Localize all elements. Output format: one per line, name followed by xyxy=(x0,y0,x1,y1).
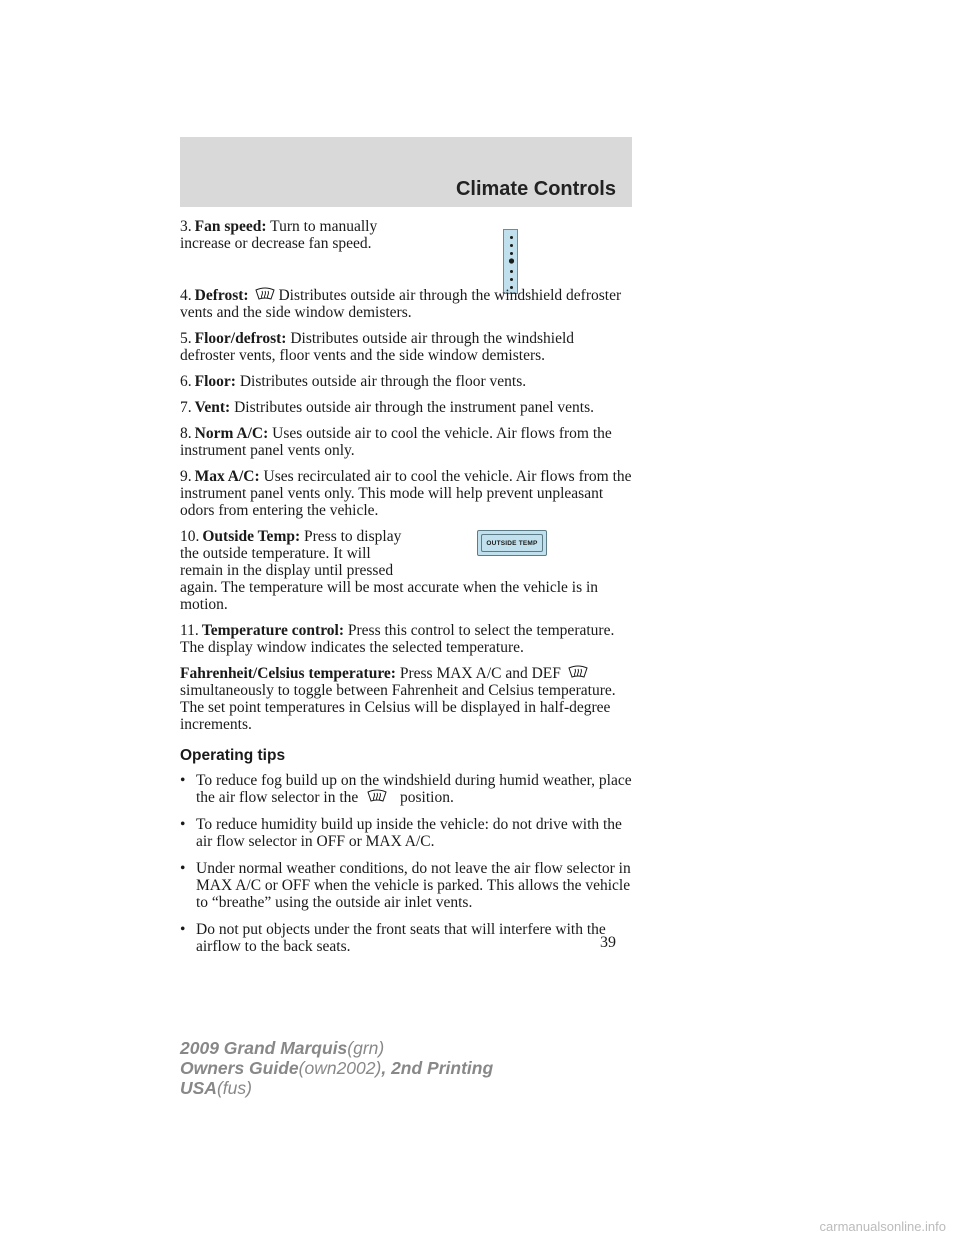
bullet-icon: • xyxy=(180,772,186,789)
item-text: Turn to manually increase or decrease fan speed. xyxy=(180,218,378,252)
tip-text: To reduce fog build up on the windshield during humid weather, place the air flow selector in the xyxy=(196,772,632,806)
item-norm-ac xyxy=(180,425,632,459)
footer-text: Owners Guide xyxy=(180,1058,299,1078)
item-floor xyxy=(180,373,632,390)
item-number: 8. xyxy=(180,425,192,442)
tip-text: Under normal weather conditions, do not leave the air flow selector in MAX A/C or OFF when the vehicle is parked. This allows the vehicle to “breathe” using the outside air inlet vents. xyxy=(196,860,631,911)
footer-text: (fus) xyxy=(216,1078,252,1098)
item-number: 10. xyxy=(180,528,200,545)
tip-item xyxy=(180,816,632,850)
section-title: Climate Controls xyxy=(455,178,616,200)
bullet-icon: • xyxy=(180,860,186,877)
fahrenheit-celsius xyxy=(180,665,632,733)
tip-text: Do not put objects under the front seats that will interfere with the airflow to the back seats. xyxy=(196,921,606,955)
item-fan-speed xyxy=(180,218,400,252)
print-footer xyxy=(180,1038,493,1098)
tip-text: position. xyxy=(400,789,454,806)
bullet-icon: • xyxy=(180,816,186,833)
item-label: Outside Temp: xyxy=(202,528,301,545)
item-number: 3. xyxy=(180,218,192,235)
item-number: 5. xyxy=(180,330,192,347)
item-label: Floor: xyxy=(194,373,236,390)
item-number: 4. xyxy=(180,287,192,304)
item-text: Press this control to select the temperature. The display window indicates the selected temperature. xyxy=(180,622,615,656)
item-label: Temperature control: xyxy=(201,622,345,639)
windshield-defrost-icon xyxy=(254,287,276,301)
bullet-icon: • xyxy=(180,921,186,938)
item-label: Floor/defrost: xyxy=(194,330,287,347)
item-text: Distributes outside air through the floor vents. xyxy=(239,373,527,390)
tip-item xyxy=(180,921,632,955)
item-temperature-control xyxy=(180,622,632,656)
item-text: Press to display the outside temperature. It will remain in the display until pressed xyxy=(180,528,402,579)
item-defrost xyxy=(180,287,632,321)
footer-text: USA xyxy=(180,1078,217,1098)
item-label: Fahrenheit/Celsius temperature: xyxy=(180,665,396,682)
item-text: simultaneously to toggle between Fahrenheit and Celsius temperature. The set point temperatures in Celsius will be displayed in half-degree increments. xyxy=(180,682,616,733)
item-vent xyxy=(180,399,632,416)
outside-temp-button-label: OUTSIDE TEMP xyxy=(481,534,543,552)
footer-text: , 2nd Printing xyxy=(381,1058,494,1078)
item-label: Max A/C: xyxy=(194,468,260,485)
item-text: Uses recirculated air to cool the vehicle. Air flows from the instrument panel vents only. This mode will help prevent unpleasant odors from entering the vehicle. xyxy=(180,468,632,519)
item-max-ac xyxy=(180,468,632,519)
tip-text: To reduce humidity build up inside the vehicle: do not drive with the air flow selector in OFF or MAX A/C. xyxy=(196,816,622,850)
header-band xyxy=(180,137,632,207)
windshield-defrost-icon xyxy=(366,789,388,803)
item-text: again. The temperature will be most accurate when the vehicle is in motion. xyxy=(180,579,599,613)
item-number: 11. xyxy=(180,622,199,639)
item-label: Fan speed: xyxy=(194,218,267,235)
item-label: Defrost: xyxy=(194,287,249,304)
footer-text: (grn) xyxy=(347,1038,385,1058)
item-outside-temp xyxy=(180,528,632,613)
footer-text: (own2002) xyxy=(298,1058,382,1078)
item-number: 7. xyxy=(180,399,192,416)
footer-text: 2009 Grand Marquis xyxy=(180,1038,348,1058)
item-number: 9. xyxy=(180,468,192,485)
item-text: Press MAX A/C and DEF xyxy=(399,665,561,682)
page-number: 39 xyxy=(600,934,616,951)
item-floor-defrost xyxy=(180,330,632,364)
windshield-defrost-icon xyxy=(567,665,589,679)
item-label: Vent: xyxy=(194,399,231,416)
item-text: Uses outside air to cool the vehicle. Air flows from the instrument panel vents only. xyxy=(180,425,612,459)
item-label: Norm A/C: xyxy=(194,425,269,442)
watermark: carmanualsonline.info xyxy=(819,1219,946,1234)
item-text: Distributes outside air through the instrument panel vents. xyxy=(234,399,594,416)
operating-tips-heading: Operating tips xyxy=(180,747,286,764)
item-number: 6. xyxy=(180,373,192,390)
tip-item xyxy=(180,772,632,806)
tip-item xyxy=(180,860,632,911)
item-text: Distributes outside air through the windshield defroster vents, floor vents and the side window demisters. xyxy=(180,330,575,364)
item-text: Distributes outside air through the windshield defroster vents and the side window demisters. xyxy=(180,287,622,321)
content xyxy=(180,218,632,965)
